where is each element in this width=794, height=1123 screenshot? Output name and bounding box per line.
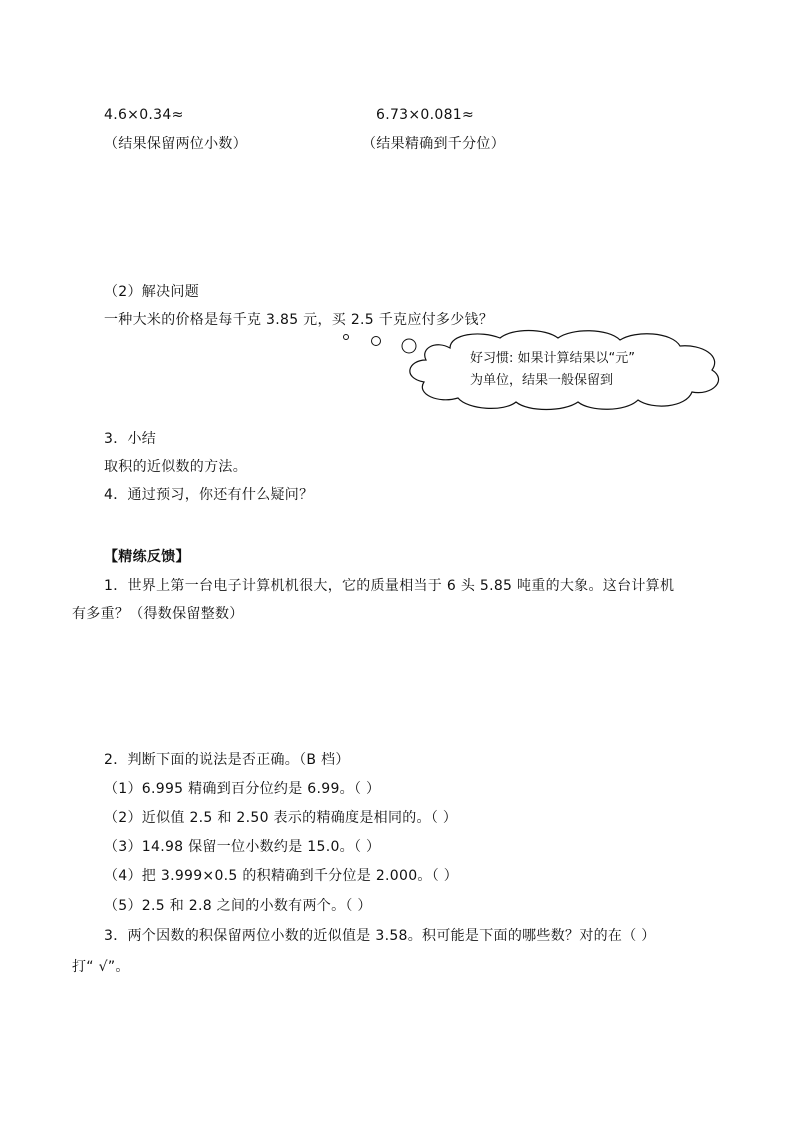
practice-q2-item: （4）把 3.999×0.5 的积精确到千分位是 2.000。（ ） <box>104 868 459 884</box>
practice-q2-item: （2）近似值 2.5 和 2.50 表示的精确度是相同的。（ ） <box>104 810 458 826</box>
tip-line-1: 好习惯: 如果计算结果以“元” <box>470 351 635 366</box>
practice-q3-line2: 打“ √”。 <box>72 959 130 975</box>
practice-heading: 【精练反馈】 <box>104 549 190 565</box>
expr-left: 4.6×0.34≈ <box>104 107 184 123</box>
problem-heading: （2）解决问题 <box>104 284 200 300</box>
practice-q2-item: （3）14.98 保留一位小数约是 15.0。（ ） <box>104 839 381 855</box>
expr-right: 6.73×0.081≈ <box>376 107 475 123</box>
practice-q2-item: （1）6.995 精确到百分位约是 6.99。（ ） <box>104 781 381 797</box>
summary-heading: 3．小结 <box>104 431 157 447</box>
practice-q2-heading: 2．判断下面的说法是否正确。（B 档） <box>104 752 350 768</box>
tip-cloud <box>340 328 730 413</box>
tip-line-2: 为单位，结果一般保留到 <box>470 373 614 388</box>
practice-q3-line1: 3．两个因数的积保留两位小数的近似值是 3.58。积可能是下面的哪些数？对的在（ ） <box>104 928 656 944</box>
problem-question: 一种大米的价格是每千克 3.85 元，买 2.5 千克应付多少钱？ <box>104 312 494 328</box>
cloud-shape <box>340 328 730 413</box>
note-left: （结果保留两位小数） <box>104 136 247 152</box>
questions-text: 4．通过预习，你还有什么疑问？ <box>104 487 314 503</box>
summary-text: 取积的近似数的方法。 <box>104 459 247 475</box>
practice-q1-line1: 1．世界上第一台电子计算机机很大，它的质量相当于 6 头 5.85 吨重的大象。这台计算机 <box>104 578 675 594</box>
practice-q1-line2: 有多重？（得数保留整数） <box>72 606 244 622</box>
practice-q2-item: （5）2.5 和 2.8 之间的小数有两个。（ ） <box>104 898 372 914</box>
note-right: （结果精确到千分位） <box>362 136 505 152</box>
